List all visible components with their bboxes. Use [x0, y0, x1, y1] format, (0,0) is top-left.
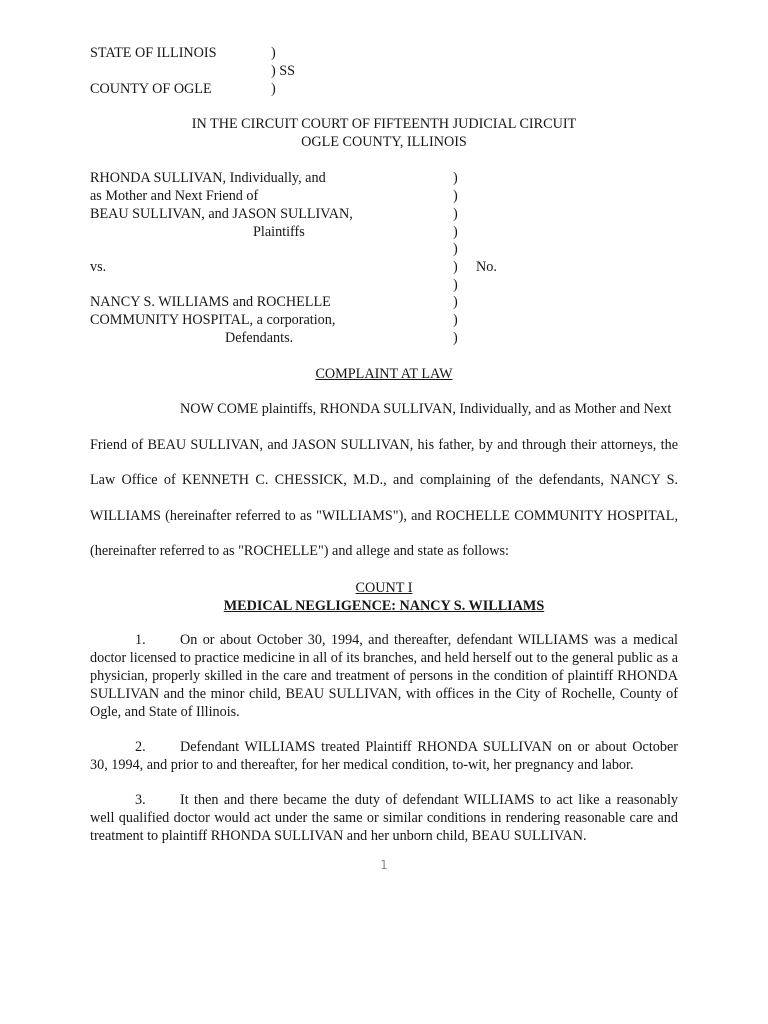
paragraph-text: Defendant WILLIAMS treated Plaintiff RHONDA SULLIVAN on or about October 30, 1994, and prior to and thereafter, for her medical condition, to-wit, her pregnancy and labor.	[90, 739, 678, 773]
ss-paren-1: )	[271, 45, 276, 61]
numbered-paragraph	[90, 632, 678, 722]
numbered-paragraph	[90, 792, 678, 846]
county-line: COUNTY OF OGLE	[90, 81, 212, 97]
ss-paren-3: )	[271, 81, 276, 97]
plaintiff-line: RHONDA SULLIVAN, Individually, and	[90, 170, 326, 186]
paragraph-number: 2.	[135, 739, 146, 755]
defendants-label: Defendants.	[225, 330, 294, 346]
count-title-wrap	[0, 598, 768, 616]
page-number: 1	[380, 858, 388, 872]
count-label-wrap	[0, 580, 768, 598]
caption-paren: )	[453, 170, 458, 186]
caption-paren: )	[453, 206, 458, 222]
paragraph-text: It then and there became the duty of defendant WILLIAMS to act like a reasonably well qualified doctor would act under the same or similar conditions in rendering reasonable care and treatment to plaintiff RHONDA SULLIVAN and her unborn child, BEAU SULLIVAN.	[90, 792, 678, 844]
numbered-paragraph	[90, 739, 678, 775]
versus-label: vs.	[90, 259, 107, 275]
defendant-line: NANCY S. WILLIAMS and ROCHELLE	[90, 294, 331, 310]
court-heading-line-2: OGLE COUNTY, ILLINOIS	[301, 134, 467, 150]
caption-paren: )	[453, 259, 458, 275]
caption-paren: )	[453, 241, 458, 257]
caption-paren: )	[453, 294, 458, 310]
document-title-wrap	[0, 366, 768, 384]
defendant-line: COMMUNITY HOSPITAL, a corporation,	[90, 312, 336, 328]
intro-body: Friend of BEAU SULLIVAN, and JASON SULLIVAN, his father, by and through their attorneys, the Law Office of KENNETH C. CHESSICK, M.D., and complaining of the defendants, NANCY S. WILLIAMS (hereinafter referred to as "WILLIAMS"), and ROCHELLE COMMUNITY HOSPITAL, (hereinafter referred to as "ROCHELLE") and allege and state as follows:	[90, 436, 678, 559]
intro-paragraph	[90, 392, 678, 570]
ss-label: ) SS	[271, 63, 296, 79]
caption-paren: )	[453, 277, 458, 293]
caption-paren: )	[453, 224, 458, 240]
plaintiff-line: BEAU SULLIVAN, and JASON SULLIVAN,	[90, 206, 353, 222]
paragraph-number: 1.	[135, 632, 146, 648]
caption-paren: )	[453, 312, 458, 328]
paragraph-number: 3.	[135, 792, 146, 808]
intro-first-line: NOW COME plaintiffs, RHONDA SULLIVAN, Individually, and as Mother and Next	[180, 401, 672, 417]
caption-paren: )	[453, 330, 458, 346]
paragraph-text: On or about October 30, 1994, and thereafter, defendant WILLIAMS was a medical doctor licensed to practice medicine in all of its branches, and held herself out to the general public as a physician, properly skilled in the care and treatment of persons in the condition of plaintiff RHONDA SULLIVAN and the minor child, BEAU SULLIVAN, with offices in the City of Rochelle, County of Ogle, and State of Illinois.	[90, 632, 678, 720]
count-title: MEDICAL NEGLIGENCE: NANCY S. WILLIAMS	[223, 598, 545, 614]
count-label: COUNT I	[355, 580, 413, 596]
case-number-label: No.	[476, 259, 497, 275]
plaintiffs-label: Plaintiffs	[253, 224, 305, 240]
court-heading-line-1: IN THE CIRCUIT COURT OF FIFTEENTH JUDICIAL CIRCUIT	[191, 116, 577, 132]
caption-paren: )	[453, 188, 458, 204]
plaintiff-line: as Mother and Next Friend of	[90, 188, 259, 204]
document-title: COMPLAINT AT LAW	[315, 366, 453, 382]
state-line: STATE OF ILLINOIS	[90, 45, 217, 61]
